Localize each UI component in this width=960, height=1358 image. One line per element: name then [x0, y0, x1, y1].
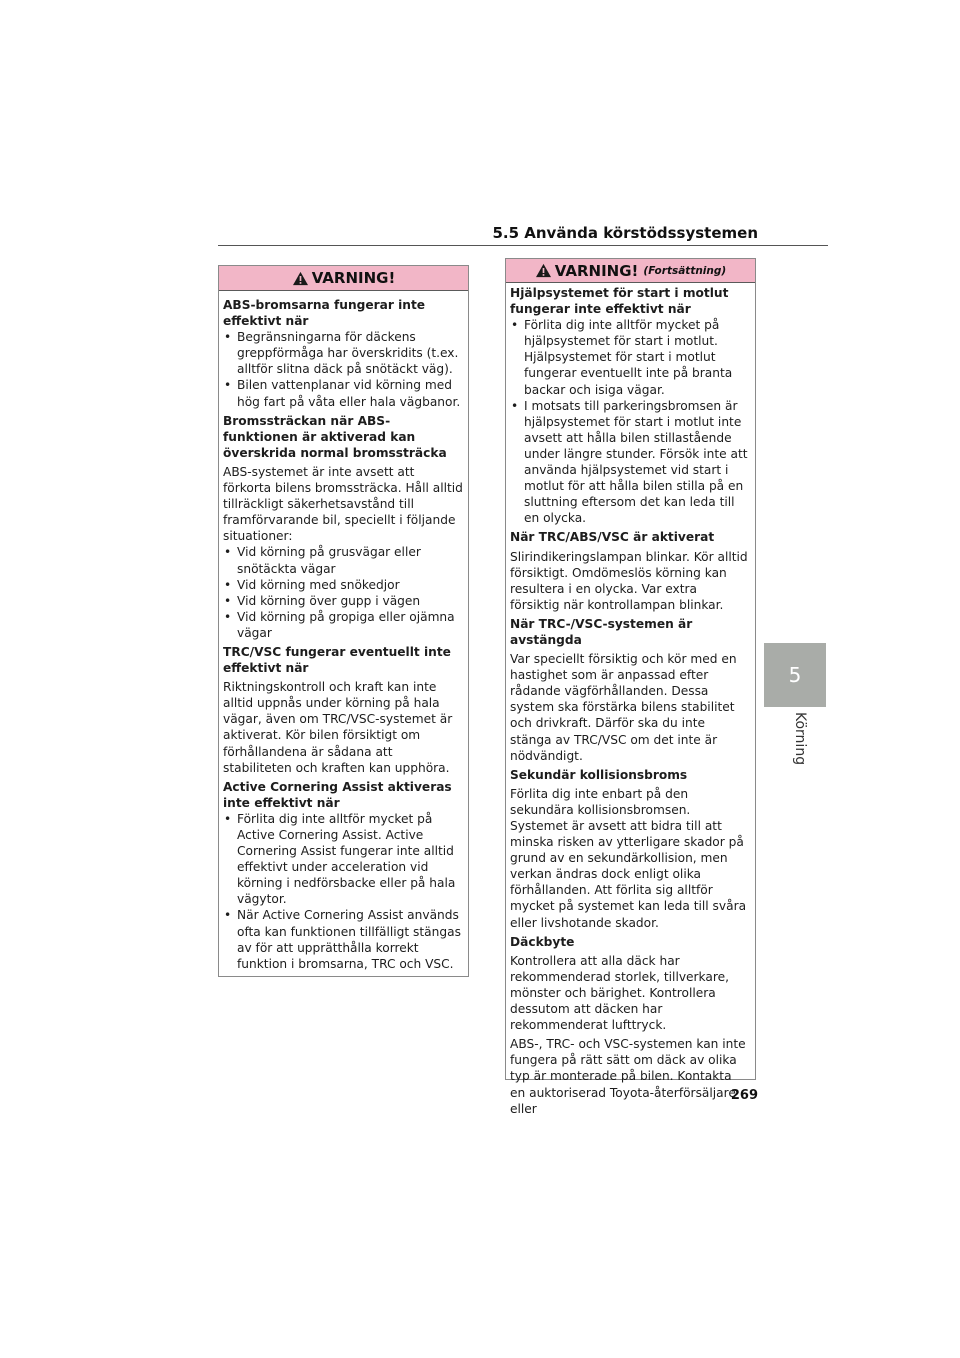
bullet-list — [510, 317, 750, 526]
list-item: • Vid körning på gropiga eller ojämna vägar — [223, 609, 463, 641]
list-item: • Vid körning över gupp i vägen — [223, 593, 463, 609]
page-number: 269 — [730, 1088, 758, 1103]
list-item: • Förlita dig inte alltför mycket på hjälpsystemet för start i motlut. Hjälpsystemet för start i motlut fungerar eventuellt inte på branta backar och isiga vägar. — [510, 317, 750, 397]
list-item: • Begränsningarna för däckens greppförmåga har överskridits (t.ex. alltför slitna däck på snötäckt väg). — [223, 329, 463, 377]
chapter-label: Körning — [792, 712, 808, 766]
list-item: • Bilen vattenplanar vid körning med hög fart på våta eller hala vägbanor. — [223, 377, 463, 409]
header-divider — [218, 245, 828, 246]
paragraph: Slirindikeringslampan blinkar. Kör alltid försiktigt. Omdömeslös körning kan resultera i en olycka. Var extra försiktig när kontrollampan blinkar. — [510, 549, 748, 612]
warning-heading: VARNING! — [554, 261, 639, 280]
bullet-list — [223, 329, 463, 409]
section-header-title: 5.5 Använda körstödssystemen — [492, 224, 758, 242]
warning-box-header — [219, 266, 468, 291]
section-title: ABS-bromsarna fungerar inte effektivt när — [223, 298, 426, 329]
bullet-list — [223, 811, 463, 972]
chapter-number: 5 — [788, 663, 802, 687]
list-item: • Förlita dig inte alltför mycket på Active Cornering Assist. Active Cornering Assist fungerar inte alltid effektivt under acceleration vid körning i nedförsbacke eller på hala vägytor. — [223, 811, 463, 908]
paragraph: ABS-systemet är inte avsett att förkorta bilens bromssträcka. Håll alltid tillräckligt säkerhetsavstånd till framförvarande bil, speciellt i följande situationer: — [223, 464, 463, 544]
warning-heading: VARNING! — [311, 269, 396, 287]
section-title: Däckbyte — [510, 934, 575, 949]
warning-box-header — [506, 259, 755, 283]
paragraph: ABS-, TRC- och VSC-systemen kan inte fungera på rätt sätt om däck av olika typ är monterade på bilen. Kontakta en auktoriserad Toyota-återförsäljare eller — [510, 1037, 746, 1116]
list-item: • I motsats till parkeringsbromsen är hjälpsystemet för start i motlut inte avsett att hålla bilen stillastående under längre stunder. Försök inte att använda hjälpsystemet vid start i motlut för att hålla bilen stilla på en sluttning eftersom det kan leda till en olycka. — [510, 398, 750, 527]
list-item: • Vid körning med snökedjor — [223, 577, 463, 593]
warning-box-left — [218, 265, 469, 977]
section-title: När TRC-/VSC-systemen är avstängda — [510, 616, 693, 647]
paragraph: Var speciellt försiktig och kör med en hastighet som är anpassad efter rådande vägförhållanden. Dessa system ska förstärka bilens stabilitet och drivkraft. Därför ska du inte stänga av TRC/VSC om det inte är nödvändigt. — [510, 652, 737, 763]
paragraph: Riktningskontroll och kraft kan inte alltid uppnås under körning på hala vägar, även om TRC/VSC-systemet är aktiverat. Kör bilen försiktigt om förhållandena är sådana att stabiliteten och kraften kan upphöra. — [223, 680, 453, 775]
bullet-list — [223, 544, 463, 641]
section-title: Active Cornering Assist aktiveras inte effektivt när — [223, 779, 452, 810]
continued-label: (Fortsättning) — [643, 264, 727, 277]
warning-box-body — [506, 283, 755, 1117]
section-title: Hjälpsystemet för start i motlut fungerar inte effektivt när — [510, 286, 729, 317]
paragraph: Förlita dig inte enbart på den sekundära kollisionsbromsen. Systemet är avsett att bidra till att minska risken av ytterligare skador på grund av en sekundärkollision, men verkan ändras dock enligt olika förhållanden. Att förlita sig alltför mycket på systemet kan leda till svåra eller livshotande skador. — [510, 786, 747, 930]
section-title: Sekundär kollisionsbroms — [510, 767, 688, 782]
warning-triangle-icon — [292, 271, 309, 286]
chapter-tab — [764, 643, 826, 707]
section-title: När TRC/ABS/VSC är aktiverat — [510, 530, 715, 545]
list-item: • När Active Cornering Assist används ofta kan funktionen tillfälligt stängas av för att upprätthålla korrekt funktion i bromsarna, TRC och VSC. — [223, 907, 463, 971]
list-item: • Vid körning på grusvägar eller snötäckta vägar — [223, 544, 463, 576]
paragraph: Kontrollera att alla däck har rekommenderad storlek, tillverkare, mönster och bärighet. Kontrollera dessutom att däcken har rekommenderat lufttryck. — [510, 953, 729, 1033]
warning-box-body — [219, 291, 468, 972]
section-title: Bromssträckan när ABS-funktionen är aktiverad kan överskrida normal bromssträcka — [223, 413, 447, 460]
warning-triangle-icon — [535, 263, 552, 278]
section-title: TRC/VSC fungerar eventuellt inte effektivt när — [223, 644, 451, 676]
